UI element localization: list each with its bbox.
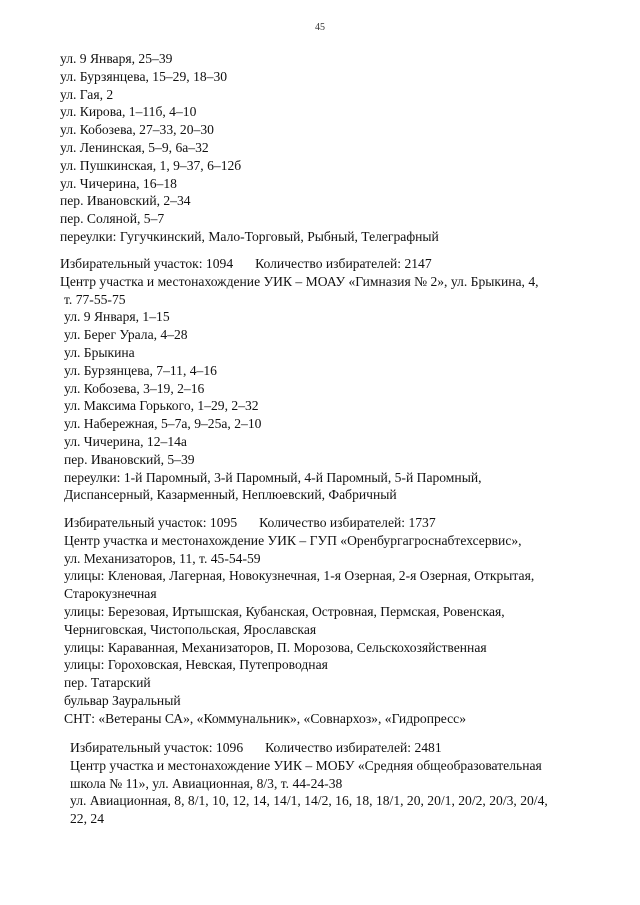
polling-center-line: Центр участка и местонахождение УИК – МОБУ «Средняя общеобразовательная [70, 757, 542, 773]
address-line: пер. Ивановский, 2–34 [60, 193, 191, 209]
district-number: Избирательный участок: 1095 [64, 515, 238, 530]
district-number: Избирательный участок: 1094 [60, 256, 234, 271]
district-1095 [64, 514, 534, 728]
address-line: ул. Чичерина, 12–14а [64, 433, 187, 449]
address-line: пер. Татарский [64, 675, 151, 691]
address-line: Старокузнечная [64, 586, 157, 602]
address-line: ул. Брыкина [64, 344, 135, 360]
polling-center-line: Центр участка и местонахождение УИК – МОАУ «Гимназия № 2», ул. Брыкина, 4, [60, 273, 539, 289]
polling-center-address: школа № 11», ул. Авиационная, 8/3, т. 44-24-38 [70, 775, 343, 791]
address-line: ул. Максима Горького, 1–29, 2–32 [64, 398, 259, 414]
address-line: ул. 9 Января, 25–39 [60, 51, 173, 66]
address-line: ул. Кобозева, 3–19, 2–16 [64, 380, 205, 396]
voter-count: Количество избирателей: 2147 [255, 256, 432, 271]
address-line: улицы: Гороховская, Невская, Путепроводная [64, 657, 328, 673]
address-line: ул. Гая, 2 [60, 86, 114, 102]
address-line: ул. Берег Урала, 4–28 [64, 327, 188, 343]
address-line: ул. Чичерина, 16–18 [60, 175, 177, 191]
address-line: улицы: Кленовая, Лагерная, Новокузнечная, 1-я Озерная, 2-я Озерная, Открытая, [64, 568, 535, 584]
address-line: ул. Кирова, 1–11б, 4–10 [60, 104, 197, 120]
address-line: ул. Ленинская, 5–9, 6а–32 [60, 139, 209, 155]
page-number: 45 [315, 22, 325, 33]
polling-center-phone: т. 77-55-75 [64, 291, 126, 307]
address-line: пер. Соляной, 5–7 [60, 211, 165, 227]
address-line: пер. Ивановский, 5–39 [64, 451, 195, 467]
address-line: ул. 9 Января, 1–15 [64, 309, 170, 325]
district-header [60, 255, 539, 273]
address-line: ул. Пушкинская, 1, 9–37, 6–12б [60, 157, 242, 173]
polling-center-line: Центр участка и местонахождение УИК – ГУП «Оренбургагроснабтехсервис», [64, 532, 522, 548]
address-line: бульвар Зауральный [64, 692, 181, 708]
district-1094 [60, 255, 539, 504]
address-line: переулки: 1-й Паромный, 3-й Паромный, 4-й Паромный, 5-й Паромный, [64, 469, 482, 485]
address-line: ул. Авиационная, 8, 8/1, 10, 12, 14, 14/1, 14/2, 16, 18, 18/1, 20, 20/1, 20/2, 20/3, 20/4, [70, 793, 548, 809]
address-line: ул. Бурзянцева, 7–11, 4–16 [64, 362, 217, 378]
address-line: улицы: Березовая, Иртышская, Кубанская, Островная, Пермская, Ровенская, [64, 603, 505, 619]
district-header [70, 739, 548, 757]
district-1096 [70, 739, 548, 828]
address-line: переулки: Гугучкинский, Мало-Торговый, Рыбный, Телеграфный [60, 228, 439, 244]
address-line: 22, 24 [70, 811, 104, 827]
address-line: ул. Бурзянцева, 15–29, 18–30 [60, 68, 228, 84]
polling-center-address: ул. Механизаторов, 11, т. 45-54-59 [64, 550, 261, 566]
address-line: Диспансерный, Казарменный, Неплюевский, Фабричный [64, 487, 397, 503]
district-header [64, 514, 534, 532]
address-line: ул. Кобозева, 27–33, 20–30 [60, 122, 214, 138]
address-line: улицы: Караванная, Механизаторов, П. Морозова, Сельскохозяйственная [64, 639, 487, 655]
address-line: СНТ: «Ветераны СА», «Коммунальник», «Совнархоз», «Гидропресс» [64, 710, 467, 726]
address-line: Черниговская, Чистопольская, Ярославская [64, 621, 317, 637]
voter-count: Количество избирателей: 1737 [259, 515, 436, 530]
address-list-continued [60, 50, 439, 246]
voter-count: Количество избирателей: 2481 [265, 740, 442, 755]
address-line: ул. Набережная, 5–7а, 9–25а, 2–10 [64, 416, 262, 432]
district-number: Избирательный участок: 1096 [70, 740, 244, 755]
